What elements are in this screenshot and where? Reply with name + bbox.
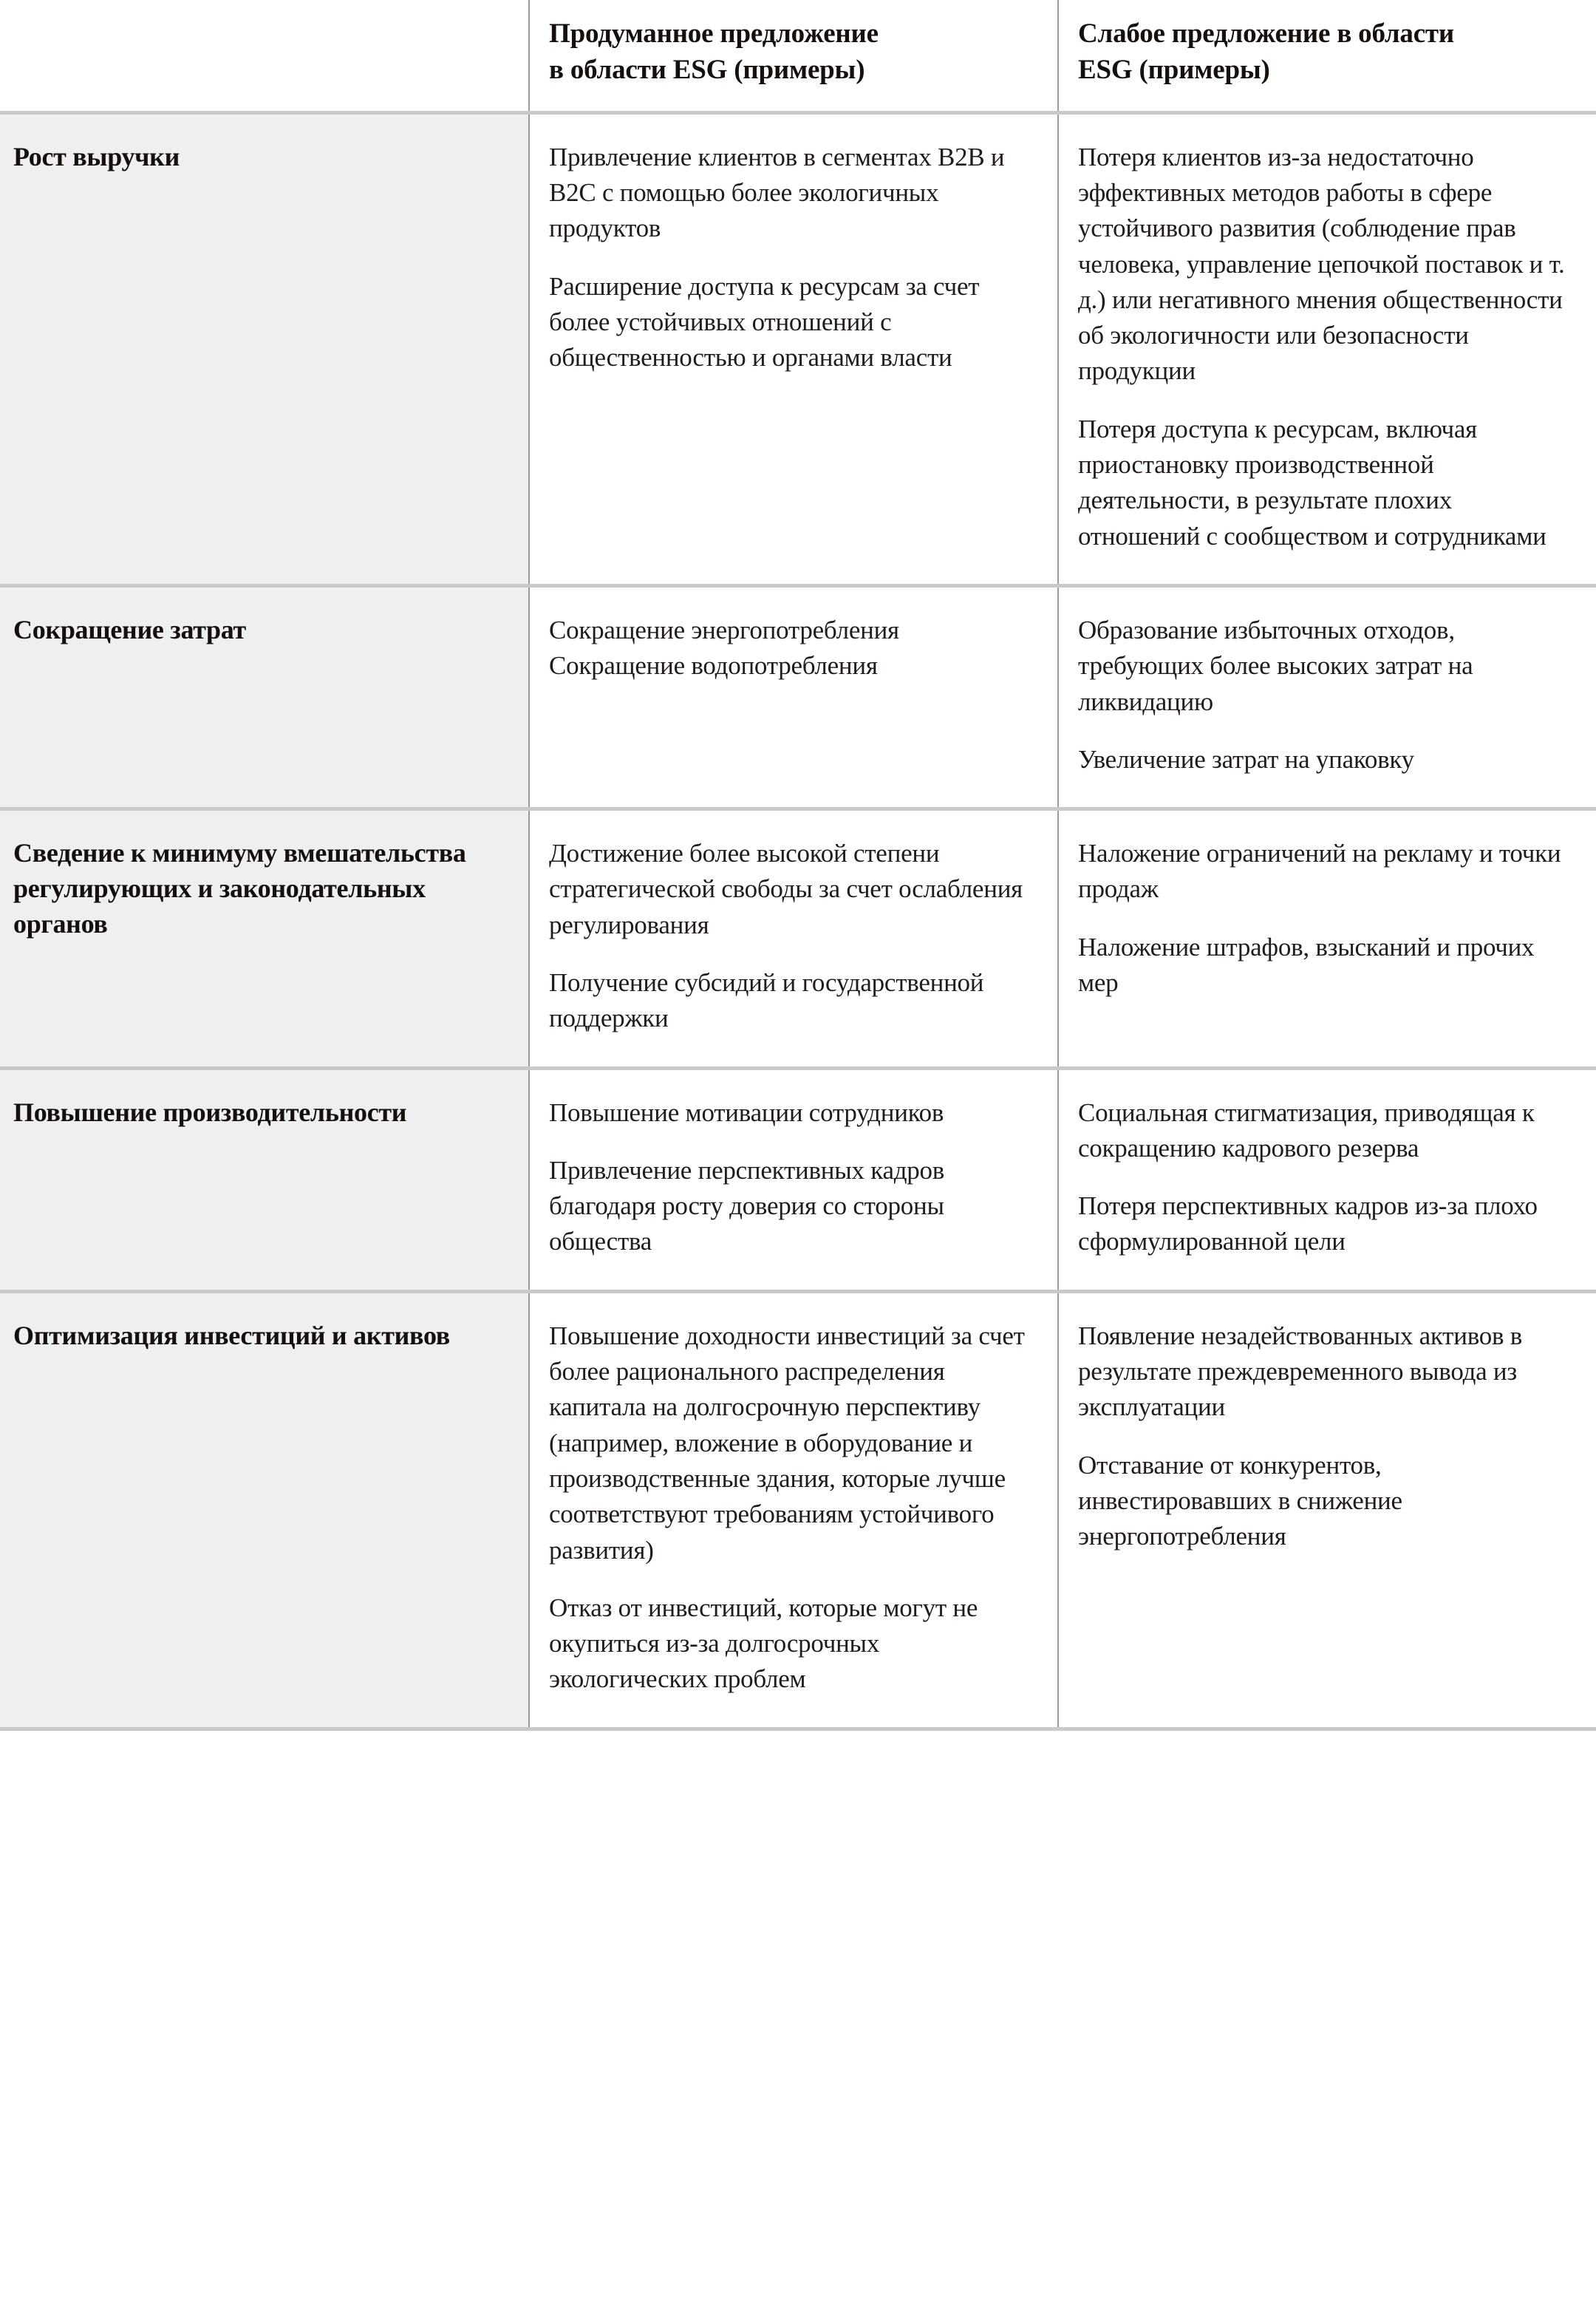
header-weak-line1: Слабое предложение в области: [1078, 18, 1455, 49]
table-row: [0, 809, 1596, 1068]
row-label-cell: [0, 1068, 529, 1291]
list-item: Появление незадействованных активов в результате преждевременного вывода из эксплуатации: [1078, 1321, 1523, 1422]
list-item: Увеличение затрат на упаковку: [1078, 744, 1414, 774]
list-item: Отказ от инвестиций, которые могут не окупиться из-за долгосрочных экологических проблем: [549, 1593, 978, 1694]
header-strong-line2: в области ESG (примеры): [549, 54, 865, 85]
table-row: [0, 1291, 1596, 1729]
table-header: [0, 0, 1596, 112]
list-item: Сокращение энергопотребления: [549, 615, 899, 644]
list-item: Наложение ограничений на рекламу и точки продаж: [1078, 839, 1561, 904]
table-body: [0, 112, 1596, 1729]
list-item: Расширение доступа к ресурсам за счет более устойчивых отношений с общественностью и органами власти: [549, 271, 980, 372]
row-label: Сокращение затрат: [13, 614, 246, 644]
list-item: Потеря клиентов из-за недостаточно эффективных методов работы в сфере устойчивого развития (соблюдение прав человека, управление цепочкой поставок и т. д.) или негативного мнения общественности об экологичности или безопасности продукции: [1078, 142, 1565, 386]
row-weak-cell: [1058, 1291, 1596, 1729]
row-label: Сведение к минимуму вмешательства регулирующих и законодательных органов: [13, 838, 466, 939]
row-weak-cell: [1058, 112, 1596, 585]
header-cell-driver: [0, 0, 529, 112]
table-row: [0, 112, 1596, 585]
list-item: Социальная стигматизация, приводящая к сокращению кадрового резерва: [1078, 1097, 1535, 1163]
header-weak-line2: ESG (примеры): [1078, 54, 1270, 85]
row-label-cell: [0, 809, 529, 1068]
row-strong-cell: [529, 809, 1058, 1068]
header-cell-strong-proposition: [529, 0, 1058, 112]
row-strong-cell: [529, 1068, 1058, 1291]
row-label-cell: [0, 112, 529, 585]
list-item: Привлечение клиентов в сегментах B2B и B2C с помощью более экологичных продуктов: [549, 142, 1005, 243]
header-cell-weak-proposition: [1058, 0, 1596, 112]
row-strong-cell: [529, 1291, 1058, 1729]
row-label-cell: [0, 585, 529, 809]
list-item: Сокращение водопотребления: [549, 651, 878, 681]
row-label-cell: [0, 1291, 529, 1729]
list-item: Отставание от конкурентов, инвестировавших в снижение энергопотребления: [1078, 1450, 1402, 1551]
table-row: [0, 585, 1596, 809]
list-item: Получение субсидий и государственной поддержки: [549, 968, 984, 1033]
list-item: Образование избыточных отходов, требующих более высоких затрат на ликвидацию: [1078, 615, 1473, 716]
row-weak-cell: [1058, 809, 1596, 1068]
list-item: Наложение штрафов, взысканий и прочих мер: [1078, 932, 1535, 997]
row-label: Повышение производительности: [13, 1097, 407, 1127]
row-strong-cell: [529, 112, 1058, 585]
row-strong-cell: [529, 585, 1058, 809]
list-item: Потеря перспективных кадров из-за плохо сформулированной цели: [1078, 1191, 1538, 1256]
list-item: Потеря доступа к ресурсам, включая приостановку производственной деятельности, в результате плохих отношений с сообществом и сотрудниками: [1078, 414, 1546, 551]
list-item: Привлечение перспективных кадров благодаря росту доверия со стороны общества: [549, 1155, 945, 1256]
row-weak-cell: [1058, 585, 1596, 809]
list-item: Повышение доходности инвестиций за счет более рационального распределения капитала на долгосрочную перспективу (например, вложение в оборудование и производственные здания, которые лучше соответствуют требованиям устойчивого развития): [549, 1321, 1025, 1565]
table-row: [0, 1068, 1596, 1291]
row-weak-cell: [1058, 1068, 1596, 1291]
row-label: Рост выручки: [13, 141, 180, 171]
list-item: Повышение мотивации сотрудников: [549, 1097, 944, 1127]
header-strong-line1: Продуманное предложение: [549, 18, 879, 49]
row-label: Оптимизация инвестиций и активов: [13, 1320, 450, 1350]
table-header-row: [0, 0, 1596, 112]
list-item: Достижение более высокой степени стратегической свободы за счет ослабления регулирования: [549, 839, 1023, 939]
